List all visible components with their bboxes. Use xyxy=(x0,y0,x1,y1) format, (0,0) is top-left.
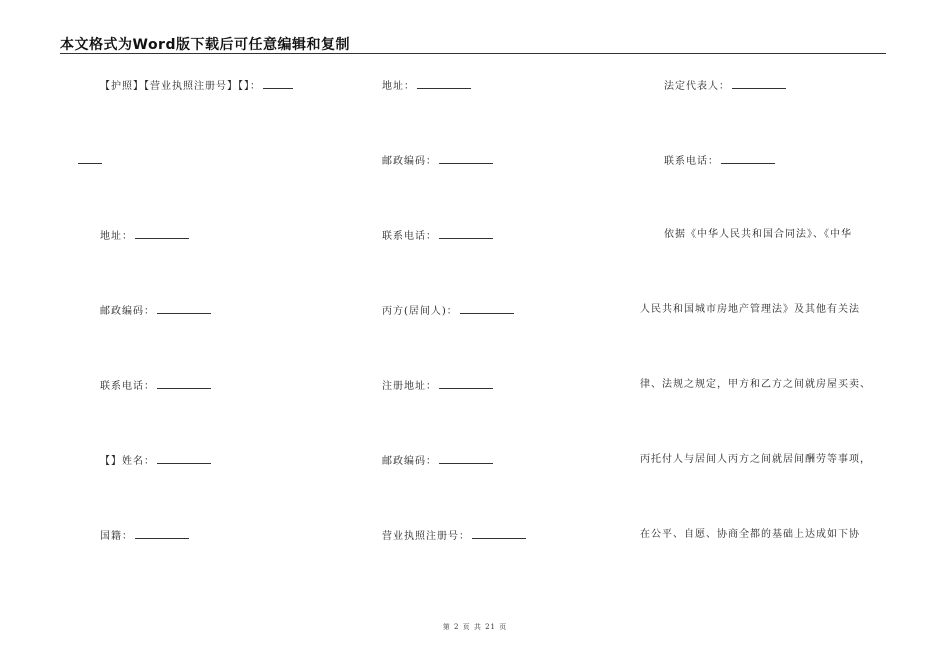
party-b-nationality-line xyxy=(100,528,189,544)
license-number-label: 【护照】【营业执照注册号】【】： xyxy=(100,81,261,92)
party-b-name-blank[interactable] xyxy=(157,453,211,464)
party-c-blank[interactable] xyxy=(460,303,514,314)
party-c-license-blank[interactable] xyxy=(472,528,526,539)
preamble-line-5: 在公平、自愿、协商全都的基础上达成如下协 xyxy=(640,529,860,540)
party-c-license-label: 营业执照注册号： xyxy=(382,531,470,542)
party-b-phone-line xyxy=(382,228,493,244)
party-c-label: 丙方(居间人)： xyxy=(382,306,458,317)
party-a-phone-blank[interactable] xyxy=(157,378,211,389)
preamble-line-4: 丙托付人与居间人丙方之间就居间酬劳等事项， xyxy=(640,454,871,465)
license-number-line xyxy=(100,78,293,94)
document-header-title: 本文格式为Word版下载后可任意编辑和复制 xyxy=(60,37,350,53)
party-b-name-label: 【】姓名： xyxy=(100,456,155,467)
party-a-address-blank[interactable] xyxy=(135,228,189,239)
party-a-phone-label: 联系电话： xyxy=(100,381,155,392)
legal-representative-blank[interactable] xyxy=(732,78,786,89)
preamble-line-1: 依据《中华人民共和国合同法》、《中华 xyxy=(664,229,852,240)
party-b-nationality-blank[interactable] xyxy=(135,528,189,539)
legal-representative-label: 法定代表人： xyxy=(664,81,730,92)
party-c-postcode-line xyxy=(382,453,493,469)
party-a-postcode-line xyxy=(100,303,211,319)
party-a-postcode-blank[interactable] xyxy=(157,303,211,314)
party-c-line xyxy=(382,303,514,319)
party-b-postcode-blank[interactable] xyxy=(439,153,493,164)
party-c-postcode-blank[interactable] xyxy=(439,453,493,464)
party-c-reg-address-line xyxy=(382,378,493,394)
party-a-address-label: 地址： xyxy=(100,231,133,242)
party-b-address-line xyxy=(382,78,471,94)
license-number-blank-continued[interactable] xyxy=(78,153,102,164)
party-a-phone-line xyxy=(100,378,211,394)
party-b-address-label: 地址： xyxy=(382,81,415,92)
party-c-phone-blank[interactable] xyxy=(721,153,775,164)
party-a-address-line xyxy=(100,228,189,244)
license-number-blank[interactable] xyxy=(263,78,293,89)
page-number: 第 2 页 共 21 页 xyxy=(442,623,508,631)
party-c-reg-address-label: 注册地址： xyxy=(382,381,437,392)
party-c-phone-line xyxy=(664,153,775,169)
license-number-continuation xyxy=(76,153,102,169)
party-a-postcode-label: 邮政编码： xyxy=(100,306,155,317)
header-divider xyxy=(60,53,886,54)
party-b-name-line xyxy=(100,453,211,469)
party-b-phone-blank[interactable] xyxy=(439,228,493,239)
party-b-postcode-line xyxy=(382,153,493,169)
party-c-license-line xyxy=(382,528,526,544)
party-c-phone-label: 联系电话： xyxy=(664,156,719,167)
party-b-postcode-label: 邮政编码： xyxy=(382,156,437,167)
legal-representative-line xyxy=(664,78,786,94)
party-b-phone-label: 联系电话： xyxy=(382,231,437,242)
preamble-line-2: 人民共和国城市房地产管理法》及其他有关法 xyxy=(640,304,860,315)
party-c-postcode-label: 邮政编码： xyxy=(382,456,437,467)
party-b-nationality-label: 国籍： xyxy=(100,531,133,542)
party-b-address-blank[interactable] xyxy=(417,78,471,89)
party-c-reg-address-blank[interactable] xyxy=(439,378,493,389)
preamble-line-3: 律、法规之规定，甲方和乙方之间就房屋买卖、 xyxy=(640,379,871,390)
